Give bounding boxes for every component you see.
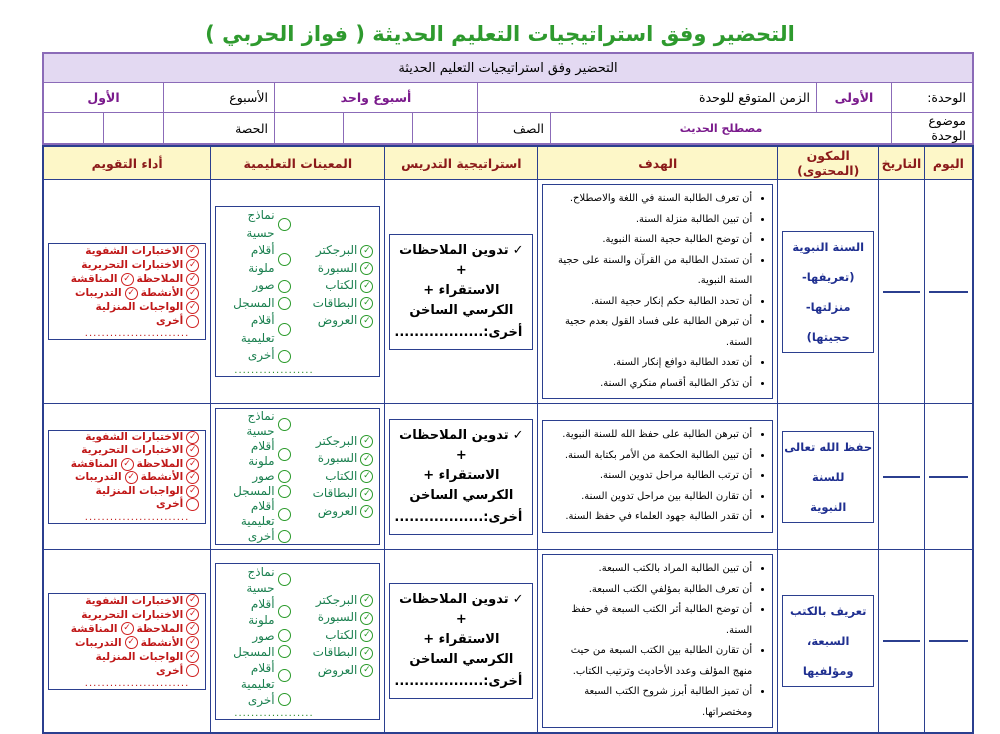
header-band-title: التحضير وفق استراتيجيات التعليم الحديثة: [43, 53, 973, 83]
table-row: [43, 180, 973, 404]
period-cell-1: [104, 113, 164, 145]
empty-circle-icon: [186, 498, 199, 511]
checked-circle-icon: ✓: [360, 262, 373, 275]
empty-circle-icon: [278, 629, 291, 642]
date-cell: [883, 640, 920, 642]
day-cell: [929, 291, 968, 293]
checked-circle-icon: ✓: [121, 622, 134, 635]
checked-circle-icon: ✓: [360, 470, 373, 483]
duration-value: أسبوع واحد: [275, 83, 478, 113]
checked-circle-icon: ✓: [186, 594, 199, 607]
checked-circle-icon: ✓: [360, 453, 373, 466]
empty-circle-icon: [278, 470, 291, 483]
goal-cell: • أن تبين الطالبة المراد بالكتب السبعة. • أن تعرف الطالبة بمؤلفي الكتب السبعة. • أن توضح الطالبة أثر الكتب السبعة في حفظ السنة. • أن تقارن الطالبة بين الكتب السبعة من حيث منهج المؤلف وعدد الأحاديث وترتيب الكتاب. • أن تميز الطالبة أبرز شروح الكتب السبعة ومختصراتها.: [542, 554, 773, 728]
checked-circle-icon: ✓: [360, 435, 373, 448]
aids-options-list: نماذج حسية أقلام ملونة صور المسجل أقلام تعليمية أخرى: [216, 564, 296, 708]
aids-cell: [215, 408, 380, 545]
empty-circle-icon: [278, 418, 291, 431]
duration-label: الزمن المتوقع للوحدة: [478, 83, 817, 113]
checked-circle-icon: ✓: [360, 505, 373, 518]
page-title: التحضير وفق استراتيجيات التعليم الحديثة ( فواز الحربي ): [205, 22, 795, 46]
empty-circle-icon: [278, 218, 291, 231]
period-cell-2: [43, 113, 104, 145]
table-row: [43, 404, 973, 550]
empty-circle-icon: [278, 573, 291, 586]
class-value: [413, 113, 478, 145]
strategy-cell: ✓تدوين الملاحظات + الاستقراء + الكرسي الساخن أخرى:..................: [389, 234, 533, 350]
checked-circle-icon: ✓: [186, 485, 199, 498]
empty-circle-icon: [278, 253, 291, 266]
checked-circle-icon: ✓: [186, 245, 199, 258]
date-cell: [883, 476, 920, 478]
day-cell: [929, 476, 968, 478]
checked-circle-icon: ✓: [125, 471, 138, 484]
col-component: المكون (المحتوى): [778, 146, 879, 180]
aids-options-list: نماذج حسية أقلام ملونة صور المسجل أقلام تعليمية أخرى: [216, 409, 296, 544]
class-label: الصف: [478, 113, 551, 145]
empty-circle-icon: [278, 280, 291, 293]
component-cell: تعريف بالكتب السبعة، ومؤلفيها: [782, 595, 874, 687]
lesson-plan-table: [42, 145, 974, 734]
checked-circle-icon: ✓: [360, 664, 373, 677]
unit-label: الوحدة:: [892, 83, 974, 113]
empty-circle-icon: [278, 297, 291, 310]
evaluation-cell: ✓ الاختبارات الشفوية ✓ الاختبارات التحريرية ✓ الملاحظة ✓ المناقشة ✓ الأنشطة ✓ التدريبات ✓ الواجبات المنزلية أخرى .........................: [48, 593, 206, 690]
checked-circle-icon: ✓: [186, 608, 199, 621]
col-goal: الهدف: [538, 146, 778, 180]
aids-checked-list: ✓ البرجكتر ✓ السبورة ✓ الكتاب ✓ البطاقات ✓ العروض: [307, 433, 380, 521]
checked-circle-icon: ✓: [360, 647, 373, 660]
checked-circle-icon: ✓: [121, 273, 134, 286]
col-date: التاريخ: [879, 146, 925, 180]
empty-circle-icon: [278, 605, 291, 618]
evaluation-cell: ✓ الاختبارات الشفوية ✓ الاختبارات التحريرية ✓ الملاحظة ✓ المناقشة ✓ الأنشطة ✓ التدريبات ✓ الواجبات المنزلية أخرى .........................: [48, 430, 206, 524]
checked-circle-icon: ✓: [186, 259, 199, 272]
checked-circle-icon: ✓: [360, 245, 373, 258]
checked-circle-icon: ✓: [121, 458, 134, 471]
goal-cell: • أن تبرهن الطالبة على حفظ الله للسنة النبوية. • أن تبين الطالبة الحكمة من الأمر بكتابة السنة. • أن ترتب الطالبة مراحل تدوين السنة. • أن تقارن الطالبة بين مراحل تدوين السنة. • أن تقدر الطالبة جهود العلماء في حفظ السنة.: [542, 420, 773, 533]
unit-topic-label: موضوع الوحدة: [892, 113, 974, 145]
checked-circle-icon: ✓: [125, 636, 138, 649]
evaluation-cell: ✓ الاختبارات الشفوية ✓ الاختبارات التحريرية ✓ الملاحظة ✓ المناقشة ✓ الأنشطة ✓ التدريبات ✓ الواجبات المنزلية أخرى .........................: [48, 243, 206, 340]
empty-circle-icon: [186, 664, 199, 677]
aids-options-list: نماذج حسية أقلام ملونة صور المسجل أقلام تعليمية أخرى: [216, 207, 296, 365]
checked-circle-icon: ✓: [186, 287, 199, 300]
checked-circle-icon: ✓: [186, 622, 199, 635]
checked-circle-icon: ✓: [186, 273, 199, 286]
checked-circle-icon: ✓: [360, 488, 373, 501]
checked-circle-icon: ✓: [125, 287, 138, 300]
checked-circle-icon: ✓: [186, 431, 199, 444]
unit-value: الأولى: [817, 83, 892, 113]
blank-cell: [275, 113, 344, 145]
component-cell: السنة النبوية (تعريفها- منزلتها- حجيتها): [782, 231, 874, 353]
aids-cell: ✓ البرجكتر ✓ السبورة ✓ الكتاب ✓ البطاقات ✓ العروض نماذج حسية أقلام ملونة صور المسجل أقلام تعليمية أخرى ...................: [215, 563, 380, 720]
empty-circle-icon: [278, 508, 291, 521]
period-label: الحصة: [164, 113, 275, 145]
checked-circle-icon: ✓: [186, 444, 199, 457]
day-cell: [929, 640, 968, 642]
checked-circle-icon: ✓: [186, 636, 199, 649]
checked-circle-icon: ✓: [360, 280, 373, 293]
empty-circle-icon: [278, 448, 291, 461]
week-value: الأول: [43, 83, 164, 113]
date-cell: [883, 291, 920, 293]
checked-circle-icon: ✓: [360, 629, 373, 642]
col-day: اليوم: [924, 146, 973, 180]
class-value-extra: [344, 113, 413, 145]
week-label: الأسبوع: [164, 83, 275, 113]
checked-circle-icon: ✓: [186, 458, 199, 471]
empty-circle-icon: [278, 530, 291, 543]
aids-cell: ✓ البرجكتر ✓ السبورة ✓ الكتاب ✓ البطاقات ✓ العروض نماذج حسية أقلام ملونة صور المسجل أقلام تعليمية أخرى ...................: [215, 206, 380, 377]
empty-circle-icon: [186, 315, 199, 328]
checked-circle-icon: ✓: [186, 301, 199, 314]
col-aids: المعينات التعليمية: [211, 146, 385, 180]
aids-checked-list: ✓ البرجكتر ✓ السبورة ✓ الكتاب ✓ البطاقات ✓ العروض: [307, 592, 380, 680]
checked-circle-icon: ✓: [360, 612, 373, 625]
empty-circle-icon: [278, 645, 291, 658]
empty-circle-icon: [278, 350, 291, 363]
goal-cell: • أن تعرف الطالبة السنة في اللغة والاصطلاح. • أن تبين الطالبة منزلة السنة. • أن توضح الطالبة حجية السنة النبوية. • أن تستدل الطالبة من القرآن والسنة على حجية السنة النبوية. • أن تحدد الطالبة حكم إنكار حجية السنة. • أن تبرهن الطالبة على فساد القول بعدم حجية السنة. • أن تعدد الطالبة دوافع إنكار السنة. • أن تذكر الطالبة أقسام منكري السنة.: [542, 184, 773, 399]
strategy-cell: ✓تدوين الملاحظات + الاستقراء + الكرسي الساخن أخرى:..................: [389, 419, 533, 535]
checked-circle-icon: ✓: [186, 650, 199, 663]
strategy-cell: ✓تدوين الملاحظات + الاستقراء + الكرسي الساخن أخرى:..................: [389, 583, 533, 699]
aids-checked-list: ✓ البرجكتر ✓ السبورة ✓ الكتاب ✓ البطاقات ✓ العروض: [307, 242, 380, 330]
empty-circle-icon: [278, 693, 291, 706]
col-strategy: استراتيجية التدريس: [385, 146, 538, 180]
empty-circle-icon: [278, 323, 291, 336]
empty-circle-icon: [278, 485, 291, 498]
checked-circle-icon: ✓: [360, 297, 373, 310]
checked-circle-icon: ✓: [360, 315, 373, 328]
empty-circle-icon: [278, 669, 291, 682]
table-row: [43, 550, 973, 734]
checked-circle-icon: ✓: [186, 471, 199, 484]
checked-circle-icon: ✓: [360, 594, 373, 607]
unit-topic-value: مصطلح الحديث: [551, 113, 892, 145]
component-cell: حفظ الله تعالى للسنة النبوية: [782, 431, 874, 523]
col-evaluation: أداء التقويم: [43, 146, 211, 180]
lesson-info-table: [42, 52, 974, 145]
